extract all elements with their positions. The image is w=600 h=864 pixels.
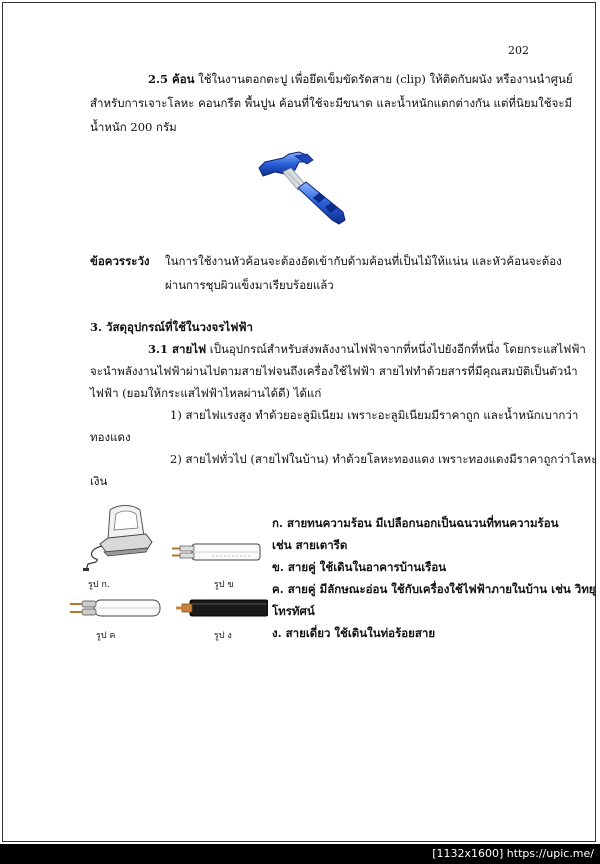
caption-d: รูป ง (214, 631, 232, 641)
hammer-illustration (255, 150, 353, 228)
twin-cable-b-illustration (172, 538, 262, 566)
section-25-line3: น้ำหนัก 200 กรัม (90, 120, 177, 134)
section-31-line3: ไฟฟ้า (ยอมให้กระแสไฟฟ้าไหลผ่านได้ดี) ได้แก่ (90, 386, 322, 400)
section-25-line2: สำหรับการเจาะโลหะ คอนกรีต พื้นปูน ค้อนที่ใช้จะมีขนาด และน้ำหนักแตกต่างกัน แต่ที่นิยมใช้จะมี (90, 96, 573, 110)
section-25-line1-text: ใช้ในงานตอกตะปู เพื่อยึดเข็มขัดรัดสาย (clip) ให้ติดกับผนัง หรืองานนำศูนย์ (194, 72, 573, 86)
section-31-line1 (148, 342, 586, 356)
caution-line1: ในการใช้งานหัวค้อนจะต้องอัดเข้ากับด้ามค้อนที่เป็นไม้ให้แน่น และหัวค้อนจะต้อง (165, 254, 562, 268)
page-number: 202 (508, 44, 529, 57)
label-d-line1: ง. สายเดี่ยว ใช้เดินในท่อร้อยสาย (272, 626, 436, 640)
section-31-line2: จะนำพลังงานไฟฟ้าผ่านไปตามสายไฟจนถึงเครื่องใช้ไฟฟ้า สายไฟทำด้วยสารที่มีคุณสมบัติเป็นตัวนำ (90, 364, 578, 378)
label-a-line2: เช่น สายเตารีด (272, 538, 348, 552)
single-cable-d-illustration (176, 598, 268, 618)
label-c-line2: โทรทัศน์ (272, 604, 315, 618)
item1-line2: ทองแดง (90, 430, 131, 444)
twin-cable-c-illustration (70, 596, 162, 620)
section-31-line1-text: เป็นอุปกรณ์สำหรับส่งพลังงานไฟฟ้าจากที่หนึ่งไปยังอีกที่หนึ่ง โดยกระแสไฟฟ้า (206, 342, 586, 356)
label-c-line1: ค. สายคู่ มีลักษณะอ่อน ใช้กับเครื่องใช้ไฟฟ้าภายในบ้าน เช่น วิทยุ (272, 582, 596, 596)
label-b-line1: ข. สายคู่ ใช้เดินในอาคารบ้านเรือน (272, 560, 447, 574)
caption-a: รูป ก. (88, 580, 110, 590)
caution-label: ข้อควรระวัง (90, 254, 150, 268)
image-host-footer: [1132x1600] https://upic.me/ (0, 844, 600, 864)
caution-line2: ผ่านการชุบผิวแข็งมาเรียบร้อยแล้ว (165, 278, 334, 292)
section-31-heading: 3.1 สายไฟ (148, 342, 207, 356)
caption-c: รูป ค (96, 631, 116, 641)
iron-illustration (80, 500, 160, 572)
item1-line1: 1) สายไฟแรงสูง ทำด้วยอะลูมิเนียม เพราะอะลูมิเนียมมีราคาถูก และน้ำหนักเบากว่า (170, 408, 579, 422)
label-a-line1: ก. สายทนความร้อน มีเปลือกนอกเป็นฉนวนที่ทนความร้อน (272, 516, 559, 530)
section-25-heading: 2.5 ค้อน (148, 72, 195, 86)
section-3-heading: 3. วัสดุอุปกรณ์ที่ใช้ในวงจรไฟฟ้า (90, 320, 253, 334)
item2-line2: เงิน (90, 474, 108, 488)
caption-b: รูป ข (214, 580, 234, 590)
item2-line1: 2) สายไฟทั่วไป (สายไฟในบ้าน) ทำด้วยโลหะทองแดง เพราะทองแดงมีราคาถูกว่าโลหะ (170, 452, 598, 466)
section-25-line1 (148, 72, 573, 86)
